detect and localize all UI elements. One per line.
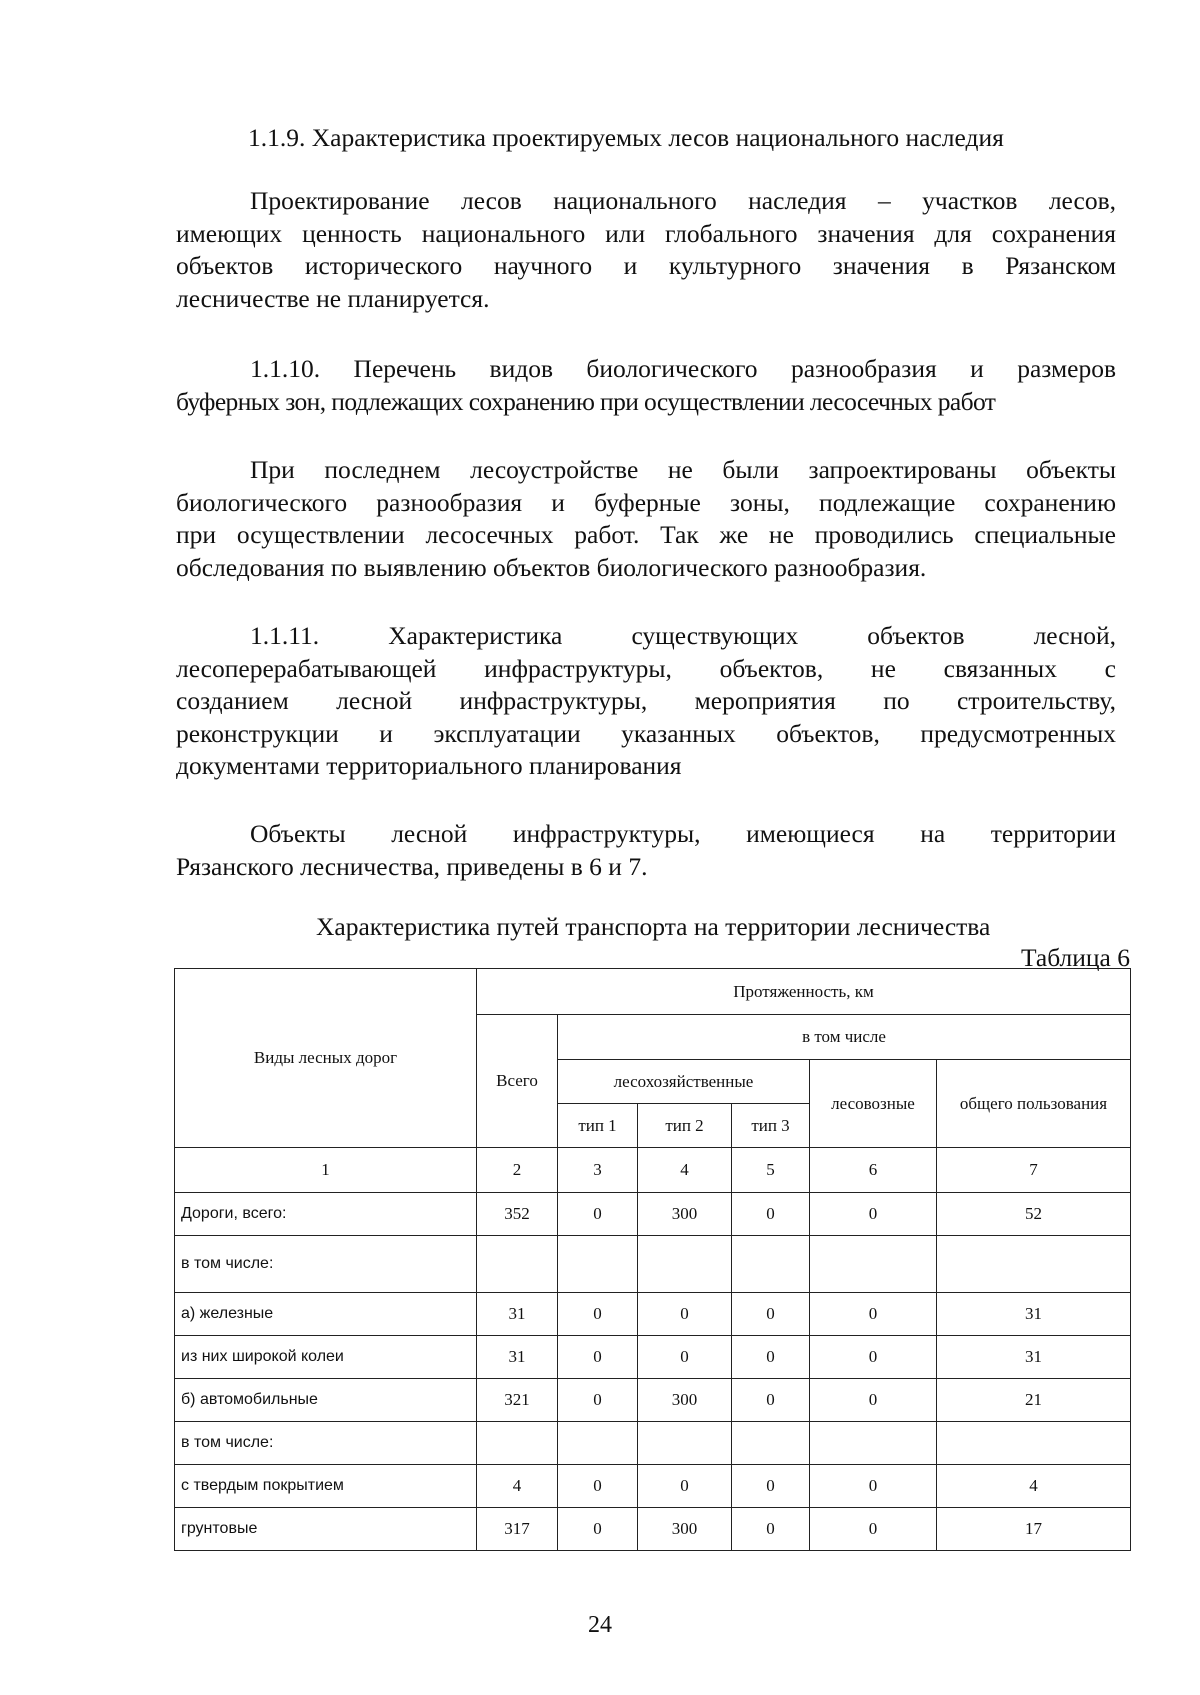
cell-public: 21 xyxy=(937,1379,1131,1422)
text-line: биологического разнообразия и буферные зоны, подлежащие сохранению xyxy=(176,487,1116,517)
section-1-1-10-title xyxy=(176,353,1116,418)
section-1-1-11-title xyxy=(176,620,1116,783)
table-row xyxy=(175,1193,1131,1236)
column-number: 4 xyxy=(638,1148,732,1193)
row-name: в том числе: xyxy=(175,1422,477,1465)
header-total: Всего xyxy=(477,1015,558,1148)
text-line: объектов исторического научного и культурного значения в Рязанском xyxy=(176,251,1116,280)
cell-logging: 0 xyxy=(810,1293,937,1336)
cell-logging: 0 xyxy=(810,1508,937,1551)
row-name: Дороги, всего: xyxy=(175,1193,477,1236)
table-row xyxy=(175,1508,1131,1551)
table-row xyxy=(175,1422,1131,1465)
cell-type3 xyxy=(732,1422,810,1465)
cell-type3: 0 xyxy=(732,1465,810,1508)
header-type2: тип 2 xyxy=(638,1104,732,1148)
cell-logging xyxy=(810,1422,937,1465)
column-number: 2 xyxy=(477,1148,558,1193)
cell-total: 4 xyxy=(477,1465,558,1508)
header-type3: тип 3 xyxy=(732,1104,810,1148)
cell-type2: 0 xyxy=(638,1336,732,1379)
cell-type1 xyxy=(558,1422,638,1465)
cell-logging: 0 xyxy=(810,1193,937,1236)
row-name: грунтовые xyxy=(175,1508,477,1551)
header-public: общего пользования xyxy=(937,1060,1131,1148)
section-1-1-9-title: 1.1.9. Характеристика проектируемых лесов национального наследия xyxy=(248,123,1004,152)
text-line: Проектирование лесов национального наследия – участков лесов, xyxy=(250,186,1116,215)
cell-type2: 0 xyxy=(638,1465,732,1508)
cell-type2: 300 xyxy=(638,1379,732,1422)
cell-type2 xyxy=(638,1422,732,1465)
row-name: с твердым покрытием xyxy=(175,1465,477,1508)
cell-type2: 300 xyxy=(638,1193,732,1236)
cell-total: 352 xyxy=(477,1193,558,1236)
column-number: 3 xyxy=(558,1148,638,1193)
text-line: реконструкции и эксплуатации указанных объектов, предусмотренных xyxy=(176,718,1116,748)
table-caption: Характеристика путей транспорта на территории лесничества xyxy=(316,912,991,941)
cell-public xyxy=(937,1422,1131,1465)
cell-type3: 0 xyxy=(732,1336,810,1379)
cell-type1 xyxy=(558,1236,638,1293)
text-line: Рязанского лесничества, приведены в 6 и 7. xyxy=(176,851,648,881)
cell-type1: 0 xyxy=(558,1508,638,1551)
cell-public xyxy=(937,1236,1131,1293)
text-line: буферных зон, подлежащих сохранению при осуществлении лесосечных работ xyxy=(176,386,996,416)
section-1-1-11-body xyxy=(176,818,1116,883)
table-label: Таблица 6 xyxy=(1020,943,1130,972)
cell-public: 4 xyxy=(937,1465,1131,1508)
cell-total xyxy=(477,1236,558,1293)
cell-logging: 0 xyxy=(810,1465,937,1508)
cell-type3: 0 xyxy=(732,1193,810,1236)
cell-type2: 0 xyxy=(638,1293,732,1336)
column-number-row xyxy=(175,1148,1131,1193)
row-name: б) автомобильные xyxy=(175,1379,477,1422)
page-number: 24 xyxy=(588,1612,612,1638)
header-road-types: Виды лесных дорог xyxy=(175,969,477,1148)
header-type1: тип 1 xyxy=(558,1104,638,1148)
cell-total: 31 xyxy=(477,1293,558,1336)
cell-type2: 300 xyxy=(638,1508,732,1551)
column-number: 7 xyxy=(937,1148,1131,1193)
cell-type1: 0 xyxy=(558,1336,638,1379)
column-number: 6 xyxy=(810,1148,937,1193)
row-name: из них широкой колеи xyxy=(175,1336,477,1379)
text-line: 1.1.10. Перечень видов биологического разнообразия и размеров xyxy=(250,354,1116,383)
cell-type1: 0 xyxy=(558,1293,638,1336)
cell-type1: 0 xyxy=(558,1465,638,1508)
row-name: а) железные xyxy=(175,1293,477,1336)
cell-total: 321 xyxy=(477,1379,558,1422)
cell-type3: 0 xyxy=(732,1508,810,1551)
table-row xyxy=(175,1379,1131,1422)
text-line: При последнем лесоустройстве не были запроектированы объекты xyxy=(250,455,1116,484)
cell-public: 31 xyxy=(937,1336,1131,1379)
table-row xyxy=(175,1293,1131,1336)
cell-type3: 0 xyxy=(732,1379,810,1422)
text-line: Объекты лесной инфраструктуры, имеющиеся на территории xyxy=(250,819,1116,848)
section-1-1-10-body xyxy=(176,454,1116,584)
cell-type3: 0 xyxy=(732,1293,810,1336)
cell-logging: 0 xyxy=(810,1336,937,1379)
text-line: имеющих ценность национального или глобального значения для сохранения xyxy=(176,218,1116,248)
text-line: лесоперерабатывающей инфраструктуры, объектов, не связанных с xyxy=(176,653,1116,683)
cell-public: 17 xyxy=(937,1508,1131,1551)
text-line: созданием лесной инфраструктуры, мероприятия по строительству, xyxy=(176,686,1116,715)
header-length: Протяженность, км xyxy=(477,969,1131,1015)
cell-type1: 0 xyxy=(558,1193,638,1236)
section-1-1-9-body xyxy=(176,185,1116,315)
column-number: 5 xyxy=(732,1148,810,1193)
transport-table xyxy=(174,968,1131,1551)
cell-total: 31 xyxy=(477,1336,558,1379)
cell-type1: 0 xyxy=(558,1379,638,1422)
cell-total: 317 xyxy=(477,1508,558,1551)
table-row xyxy=(175,1336,1131,1379)
text-line: 1.1.11. Характеристика существующих объектов лесной, xyxy=(250,621,1116,650)
cell-logging: 0 xyxy=(810,1379,937,1422)
text-line: обследования по выявлению объектов биологического разнообразия. xyxy=(176,552,927,582)
text-line: лесничестве не планируется. xyxy=(176,283,490,313)
header-forestry: лесохозяйственные xyxy=(558,1060,810,1104)
column-number: 1 xyxy=(175,1148,477,1193)
table-row xyxy=(175,1236,1131,1293)
cell-public: 31 xyxy=(937,1293,1131,1336)
header-logging: лесовозные xyxy=(810,1060,937,1148)
cell-type3 xyxy=(732,1236,810,1293)
cell-logging xyxy=(810,1236,937,1293)
table-row xyxy=(175,1465,1131,1508)
cell-public: 52 xyxy=(937,1193,1131,1236)
cell-type2 xyxy=(638,1236,732,1293)
text-line: при осуществлении лесосечных работ. Так же не проводились специальные xyxy=(176,520,1116,549)
cell-total xyxy=(477,1422,558,1465)
row-name: в том числе: xyxy=(175,1236,477,1293)
header-including: в том числе xyxy=(558,1015,1131,1060)
text-line: документами территориального планирования xyxy=(176,751,682,780)
